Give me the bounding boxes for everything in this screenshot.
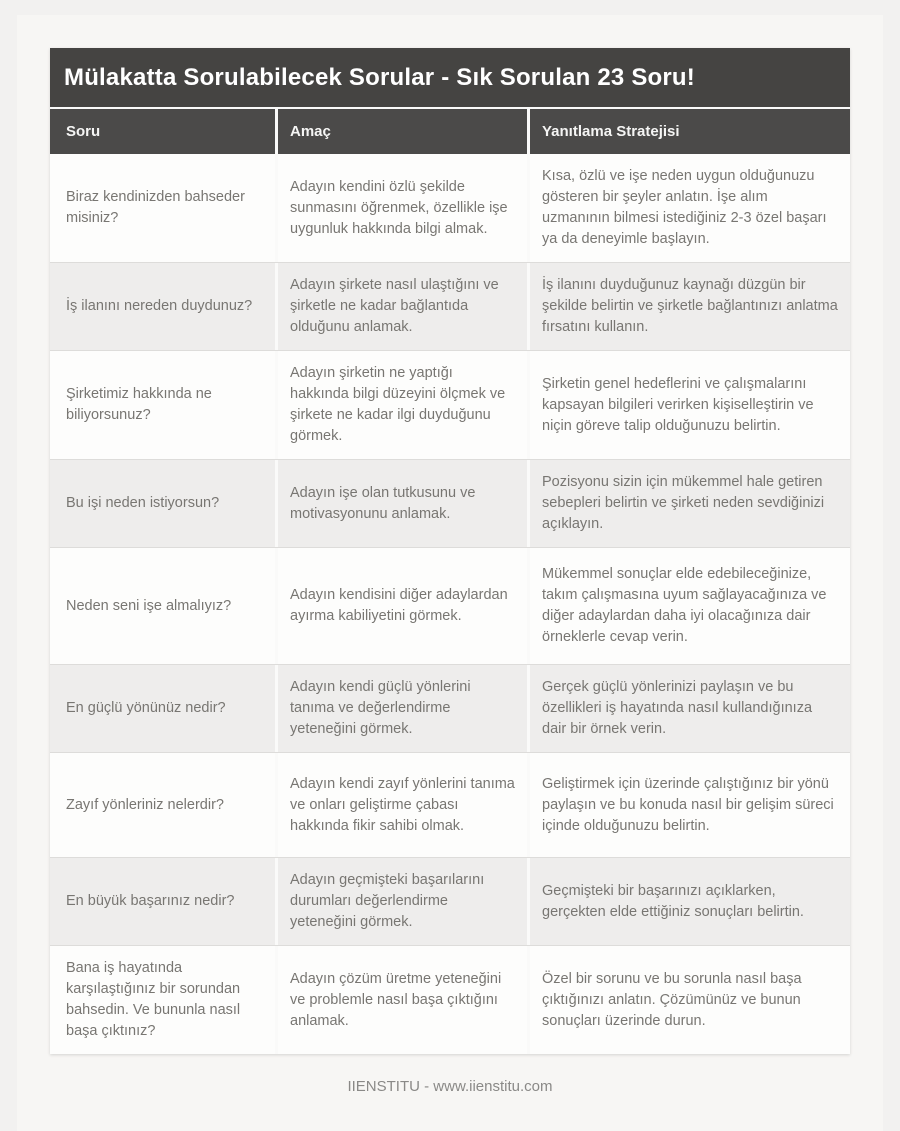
question-cell: İş ilanını nereden duydunuz? bbox=[50, 263, 275, 350]
purpose-cell: Adayın çözüm üretme yeteneğini ve problemle nasıl başa çıktığını anlamak. bbox=[275, 946, 527, 1054]
strategy-cell: İş ilanını duyduğunuz kaynağı düzgün bir şekilde belirtin ve şirketle bağlantınızı anlatma fırsatını kullanın. bbox=[527, 263, 850, 350]
header-cell-soru: Soru bbox=[50, 109, 275, 154]
table-row bbox=[50, 350, 850, 459]
strategy-cell: Geçmişteki bir başarınızı açıklarken, gerçekten elde ettiğiniz sonuçları belirtin. bbox=[527, 858, 850, 945]
interview-questions-card bbox=[50, 48, 850, 1054]
table-row bbox=[50, 857, 850, 945]
table-header-row bbox=[50, 109, 850, 154]
strategy-cell: Gerçek güçlü yönlerinizi paylaşın ve bu özellikleri iş hayatında nasıl kullandığınıza dair bir örnek verin. bbox=[527, 665, 850, 752]
strategy-cell: Pozisyonu sizin için mükemmel hale getiren sebepleri belirtin ve şirketi neden sevdiğinizi açıklayın. bbox=[527, 460, 850, 547]
question-cell: Neden seni işe almalıyız? bbox=[50, 548, 275, 664]
purpose-cell: Adayın işe olan tutkusunu ve motivasyonunu anlamak. bbox=[275, 460, 527, 547]
question-cell: Biraz kendinizden bahseder misiniz? bbox=[50, 154, 275, 262]
question-cell: Bu işi neden istiyorsun? bbox=[50, 460, 275, 547]
purpose-cell: Adayın kendi güçlü yönlerini tanıma ve değerlendirme yeteneğini görmek. bbox=[275, 665, 527, 752]
purpose-cell: Adayın kendisini diğer adaylardan ayırma kabiliyetini görmek. bbox=[275, 548, 527, 664]
table-row bbox=[50, 547, 850, 664]
question-cell: En güçlü yönünüz nedir? bbox=[50, 665, 275, 752]
purpose-cell: Adayın kendini özlü şekilde sunmasını öğrenmek, özellikle işe uygunluk hakkında bilgi almak. bbox=[275, 154, 527, 262]
strategy-cell: Kısa, özlü ve işe neden uygun olduğunuzu gösteren bir şeyler anlatın. İşe alım uzmanının bilmesi istediğiniz 2-3 özel başarı ya da deneyimle başlayın. bbox=[527, 154, 850, 262]
table-row bbox=[50, 459, 850, 547]
table-row bbox=[50, 154, 850, 262]
header-cell-yanitlama-stratejisi: Yanıtlama Stratejisi bbox=[527, 109, 850, 154]
purpose-cell: Adayın şirketin ne yaptığı hakkında bilgi düzeyini ölçmek ve şirkete ne kadar ilgi duyduğunu görmek. bbox=[275, 351, 527, 459]
purpose-cell: Adayın geçmişteki başarılarını durumları değerlendirme yeteneğini görmek. bbox=[275, 858, 527, 945]
table-row bbox=[50, 752, 850, 857]
question-cell: Şirketimiz hakkında ne biliyorsunuz? bbox=[50, 351, 275, 459]
question-cell: En büyük başarınız nedir? bbox=[50, 858, 275, 945]
strategy-cell: Mükemmel sonuçlar elde edebileceğinize, takım çalışmasına uyum sağlayacağınıza ve diğer adaylardan daha iyi olacağınıza dair örneklerle cevap verin. bbox=[527, 548, 850, 664]
strategy-cell: Özel bir sorunu ve bu sorunla nasıl başa çıktığınızı anlatın. Çözümünüz ve bunun sonuçları üzerinde durun. bbox=[527, 946, 850, 1054]
question-cell: Bana iş hayatında karşılaştığınız bir sorundan bahsedin. Ve bununla nasıl başa çıktınız? bbox=[50, 946, 275, 1054]
strategy-cell: Geliştirmek için üzerinde çalıştığınız bir yönü paylaşın ve bu konuda nasıl bir gelişim süreci içinde olduğunuzu belirtin. bbox=[527, 753, 850, 857]
table-row bbox=[50, 262, 850, 350]
table-body bbox=[50, 154, 850, 1054]
table-row bbox=[50, 945, 850, 1054]
question-cell: Zayıf yönleriniz nelerdir? bbox=[50, 753, 275, 857]
footer-credit: IIENSTITU - www.iienstitu.com bbox=[347, 1078, 553, 1095]
page-title: Mülakatta Sorulabilecek Sorular - Sık Sorulan 23 Soru! bbox=[50, 48, 850, 107]
purpose-cell: Adayın şirkete nasıl ulaştığını ve şirketle ne kadar bağlantıda olduğunu anlamak. bbox=[275, 263, 527, 350]
table-row bbox=[50, 664, 850, 752]
purpose-cell: Adayın kendi zayıf yönlerini tanıma ve onları geliştirme çabası hakkında fikir sahibi olmak. bbox=[275, 753, 527, 857]
strategy-cell: Şirketin genel hedeflerini ve çalışmalarını kapsayan bilgileri verirken kişiselleştirin ve niçin göreve talip olduğunuzu belirtin. bbox=[527, 351, 850, 459]
header-cell-amac: Amaç bbox=[275, 109, 527, 154]
